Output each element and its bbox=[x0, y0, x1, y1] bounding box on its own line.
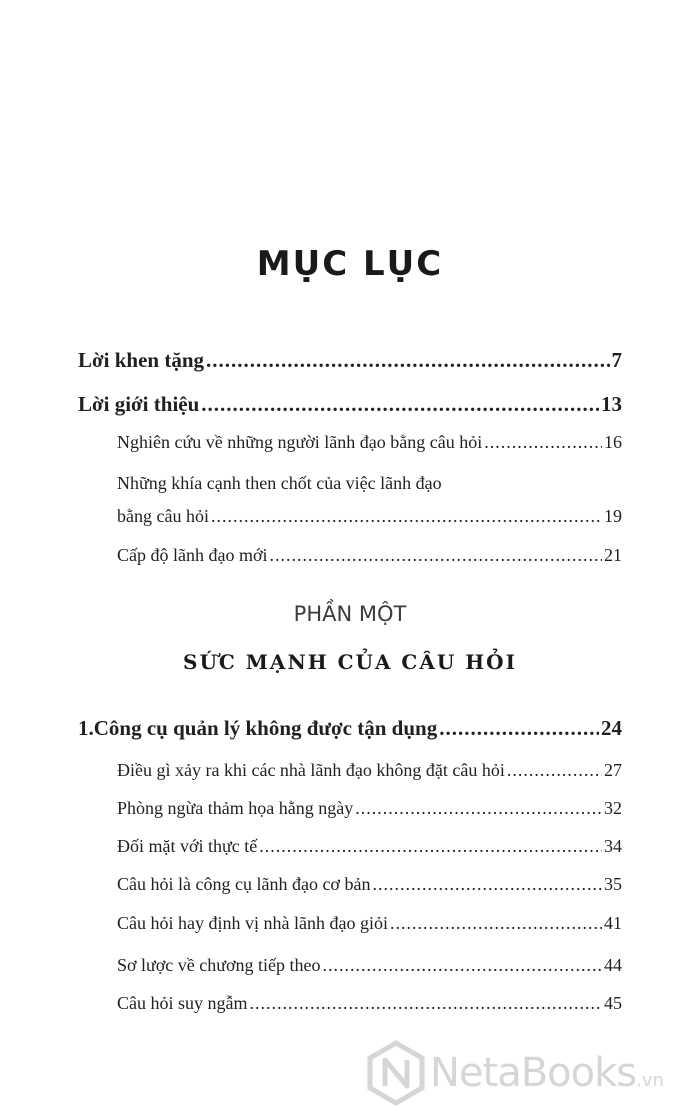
dot-leader bbox=[439, 716, 599, 741]
toc-entry-label: Điều gì xảy ra khi các nhà lãnh đạo không đặt câu hỏi bbox=[117, 760, 505, 780]
toc-heading: MỤC LỤC bbox=[256, 244, 444, 284]
toc-entry-page: 32 bbox=[604, 798, 622, 818]
part-label: PHẦN MỘT bbox=[293, 602, 407, 626]
dot-leader bbox=[206, 348, 610, 373]
toc-entry-page: 19 bbox=[604, 506, 622, 526]
toc-entry-label: Lời khen tặng bbox=[78, 348, 204, 372]
toc-subentry[interactable] bbox=[117, 836, 622, 857]
toc-entry-page: 16 bbox=[604, 432, 622, 452]
toc-entry-page: 34 bbox=[604, 836, 622, 856]
toc-subentry[interactable] bbox=[117, 913, 622, 934]
dot-leader bbox=[355, 798, 602, 819]
toc-subentry[interactable] bbox=[117, 760, 622, 781]
watermark-suffix: .vn bbox=[636, 1070, 664, 1091]
toc-entry-label: Sơ lược về chương tiếp theo bbox=[117, 955, 321, 975]
toc-entry-label: Câu hỏi suy ngẫm bbox=[117, 993, 248, 1013]
toc-subentry[interactable] bbox=[117, 506, 622, 527]
toc-subentry[interactable] bbox=[117, 874, 622, 895]
dot-leader bbox=[211, 506, 602, 527]
toc-entry-page: 24 bbox=[601, 716, 622, 740]
watermark bbox=[366, 1040, 664, 1106]
toc-entry-page: 35 bbox=[604, 874, 622, 894]
part-title: SỨC MẠNH CỦA CÂU HỎI bbox=[183, 650, 517, 674]
dot-leader bbox=[507, 760, 602, 781]
toc-entry-label: Nghiên cứu về những người lãnh đạo bằng câu hỏi bbox=[117, 432, 483, 452]
dot-leader bbox=[250, 993, 603, 1014]
toc-subentry[interactable] bbox=[117, 798, 622, 819]
dot-leader bbox=[201, 392, 599, 417]
toc-chapter-1[interactable] bbox=[78, 716, 622, 741]
toc-entry-praise[interactable] bbox=[78, 348, 622, 373]
toc-entry-label: Đối mặt với thực tế bbox=[117, 836, 258, 856]
toc-entry-label: Câu hỏi hay định vị nhà lãnh đạo giỏi bbox=[117, 913, 388, 933]
toc-entry-label: bằng câu hỏi bbox=[117, 506, 209, 526]
netabooks-logo-icon bbox=[366, 1040, 426, 1106]
toc-entry-label: Lời giới thiệu bbox=[78, 392, 200, 416]
toc-subentry[interactable] bbox=[117, 432, 622, 453]
toc-entry-page: 41 bbox=[604, 913, 622, 933]
watermark-brand: NetaBooks bbox=[430, 1050, 637, 1096]
toc-entry-label: Phòng ngừa thảm họa hằng ngày bbox=[117, 798, 354, 818]
toc-entry-page: 45 bbox=[604, 993, 622, 1013]
chapter-number: 1. bbox=[78, 716, 94, 740]
toc-entry-page: 27 bbox=[604, 760, 622, 780]
toc-subentry-line1: Những khía cạnh then chốt của việc lãnh đạo bbox=[117, 473, 442, 493]
dot-leader bbox=[259, 836, 602, 857]
toc-subentry[interactable] bbox=[117, 955, 622, 976]
dot-leader bbox=[270, 545, 603, 566]
toc-entry-page: 44 bbox=[604, 955, 622, 975]
toc-entry-page: 13 bbox=[601, 392, 622, 416]
toc-subentry[interactable] bbox=[117, 545, 622, 566]
dot-leader bbox=[372, 874, 602, 895]
watermark-text bbox=[430, 1050, 664, 1096]
toc-entry-page: 21 bbox=[604, 545, 622, 565]
toc-entry-page: 7 bbox=[611, 348, 622, 372]
toc-subentry[interactable] bbox=[117, 993, 622, 1014]
toc-entry-label: Cấp độ lãnh đạo mới bbox=[117, 545, 268, 565]
dot-leader bbox=[323, 955, 602, 976]
dot-leader bbox=[484, 432, 602, 453]
toc-entry-label: Câu hỏi là công cụ lãnh đạo cơ bản bbox=[117, 874, 371, 894]
dot-leader bbox=[390, 913, 602, 934]
toc-entry-introduction[interactable] bbox=[78, 392, 622, 417]
toc-entry-label: Công cụ quản lý không được tận dụng bbox=[93, 716, 438, 740]
